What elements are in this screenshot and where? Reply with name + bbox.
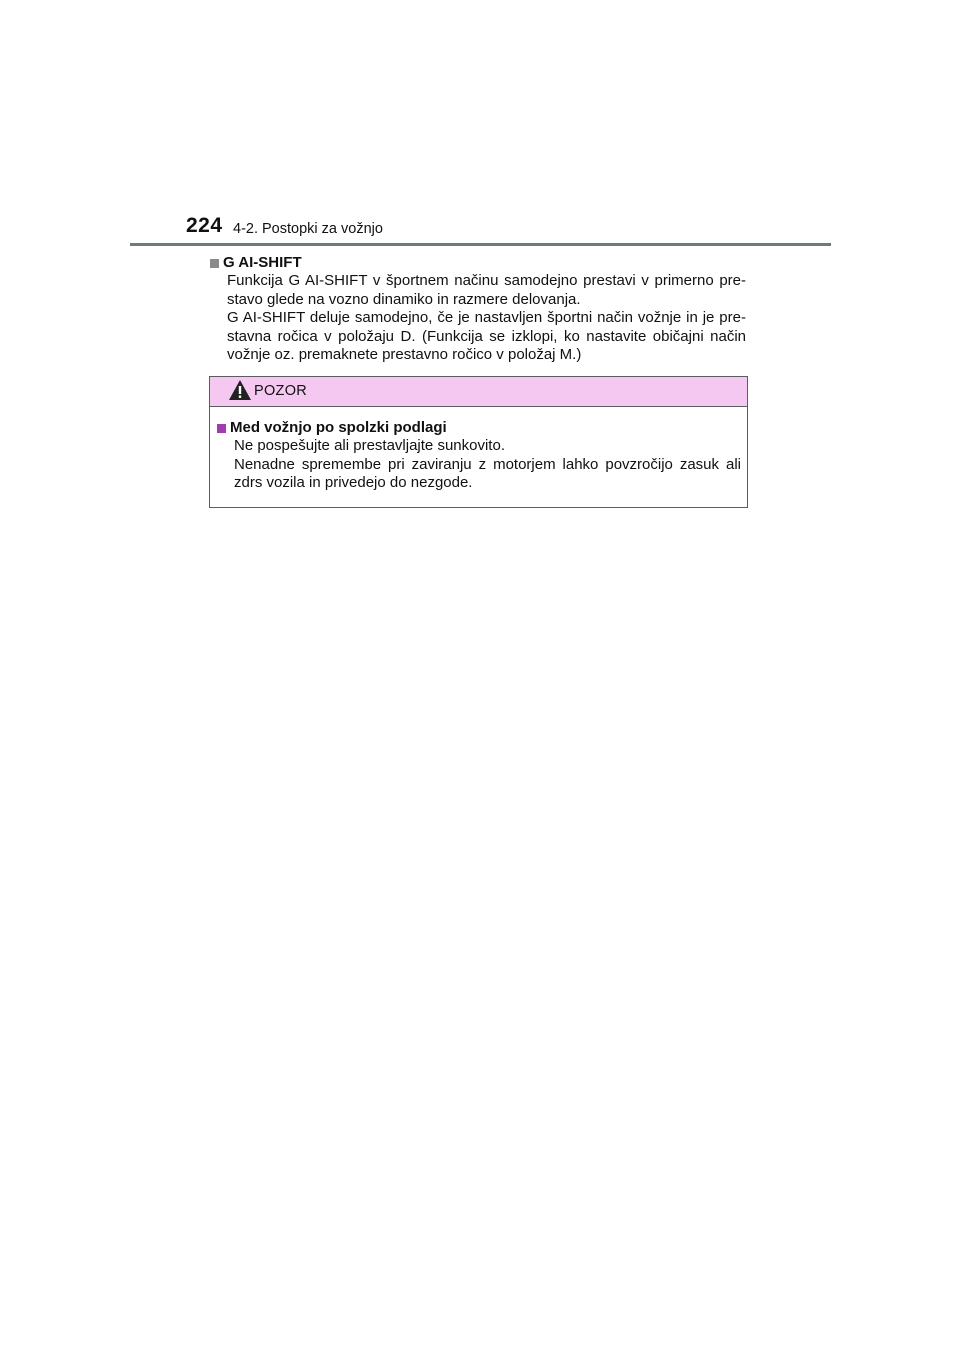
caution-heading <box>217 419 741 437</box>
caution-line-2: Nenadne spremembe pri zaviranju z motorjem lahko povzročijo zasuk ali zdrs vozila in privedejo do nezgode. <box>234 455 741 492</box>
section-heading-text: G AI-SHIFT <box>223 254 302 271</box>
section-heading <box>210 254 746 272</box>
section-title: 4-2. Postopki za vožnjo <box>233 221 383 237</box>
caution-heading-text: Med vožnjo po spolzki podlagi <box>230 419 447 436</box>
section-paragraph-2: G AI-SHIFT deluje samodejno, če je nastavljen športni način vožnje in je pre-stavna ročica v položaju D. (Funkcija se izklopi, ko nastavite običajni način vožnje oz. premaknete prestavno ročico v položaj M.) <box>227 309 746 364</box>
section-paragraph-1: Funkcija G AI-SHIFT v športnem načinu samodejno prestavi v primerno pre-stavo glede na vozno dinamiko in razmere delovanja. <box>227 272 746 308</box>
caution-line-1: Ne pospešujte ali prestavljajte sunkovito. <box>234 437 505 454</box>
caution-label: POZOR <box>254 383 308 399</box>
caution-body <box>217 419 741 493</box>
caution-header <box>210 377 747 407</box>
square-bullet-icon <box>217 424 226 433</box>
page-header <box>0 0 960 250</box>
section-g-ai-shift <box>210 254 746 365</box>
page-number: 224 <box>186 214 223 237</box>
header-divider <box>130 243 831 246</box>
caution-box <box>209 376 748 508</box>
warning-triangle-icon <box>228 379 252 401</box>
square-bullet-icon <box>210 259 219 268</box>
